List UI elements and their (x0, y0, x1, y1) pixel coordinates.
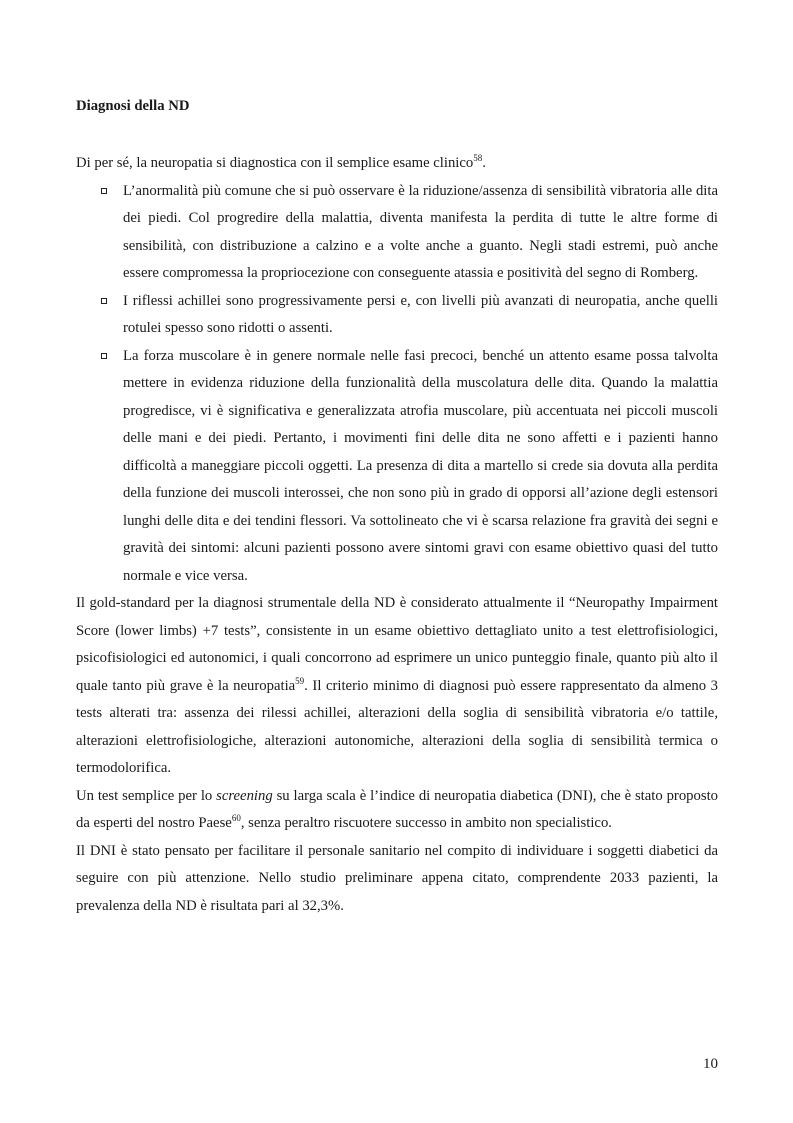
gold-text-1: Il gold-standard per la diagnosi strumentale della ND è considerato attualmente il “Neuropathy Impairment Score (lower limbs) +7 tests”, consistente in un esame obiettivo dettagliato unito a test elettrofisiologici, psicofisiologici ed autonomici, i quali concorrono ad esprimere un unico punteggio finale, quanto più alto il quale tanto più grave è la neuropatia (76, 595, 718, 694)
list-item (76, 178, 718, 288)
section-heading: Diagnosi della ND (76, 98, 190, 114)
dni-paragraph: Il DNI è stato pensato per facilitare il personale sanitario nel compito di individuare i soggetti diabetici da seguire con più attenzione. Nello studio preliminare appena citato, comprendente 2033 pazienti, la prevalenza della ND è risultata pari al 32,3%. (76, 842, 718, 914)
footnote-ref-60: 60 (231, 813, 241, 824)
intro-paragraph (76, 150, 718, 178)
screening-text-2: su larga scala è l’indice di neuropatia diabetica (DNI), che è stato proposto da esperti del nostro Paese (76, 787, 718, 831)
footnote-ref-58: 58 (473, 153, 483, 164)
footnote-ref-59: 59 (295, 675, 305, 686)
list-item (76, 288, 718, 343)
square-bullet-icon (101, 298, 107, 304)
list-item-text: I riflessi achillei sono progressivamente persi e, con livelli più avanzati di neuropatia, anche quelli rotulei spesso sono ridotti o assenti. (123, 292, 718, 336)
screening-paragraph (76, 783, 718, 838)
screening-italic: screening (216, 787, 273, 804)
screening-text-1: Un test semplice per lo (76, 787, 217, 804)
intro-end: . (482, 155, 486, 171)
square-bullet-icon (101, 188, 107, 194)
page-number: 10 (703, 1056, 718, 1072)
gold-text-2: . Il criterio minimo di diagnosi può essere rappresentato da almeno 3 tests alterati tra: assenza dei rilessi achillei, alterazioni della soglia di sensibilità vibratoria e/o tattile, alterazioni elettrofisiologiche, alterazioni autonomiche, alterazioni della soglia di sensibilità termica o termodolorifica. (76, 677, 718, 776)
intro-text: Di per sé, la neuropatia si diagnostica con il semplice esame clinico (76, 155, 474, 171)
bullet-list (76, 178, 718, 591)
screening-text-3: , senza peraltro riscuotere successo in ambito non specialistico. (240, 815, 612, 831)
page-content (76, 96, 718, 920)
list-item-text: L’anormalità più comune che si può osservare è la riduzione/assenza di sensibilità vibratoria alle dita dei piedi. Col progredire della malattia, diventa manifesta la perdita di tutte le altre forme di sensibilità, con distribuzione a calzino e a volte anche a guanto. Negli stadi estremi, può anche essere compromessa la propriocezione con conseguente atassia e positività del segno di Romberg. (123, 182, 718, 281)
square-bullet-icon (101, 353, 107, 359)
list-item (76, 343, 718, 591)
gold-standard-paragraph (76, 590, 718, 783)
list-item-text: La forza muscolare è in genere normale nelle fasi precoci, benché un attento esame possa talvolta mettere in evidenza riduzione della funzionalità della muscolatura delle dita. Quando la malattia progredisce, vi è significativa e generalizzata atrofia muscolare, più accentuata nei piccoli muscoli delle mani e dei piedi. Pertanto, i movimenti fini delle dita ne sono affetti e i pazienti hanno difficoltà a maneggiare piccoli oggetti. La presenza di dita a martello si crede sia dovuta alla perdita della funzione dei muscoli interossei, che non sono più in grado di opporsi all’azione degli estensori lunghi delle dita e dei tendini flessori. Va sottolineato che vi è scarsa relazione fra gravità dei segni e gravità dei sintomi: alcuni pazienti possono avere sintomi gravi con esame obiettivo quasi del tutto normale e vice versa. (123, 347, 718, 584)
